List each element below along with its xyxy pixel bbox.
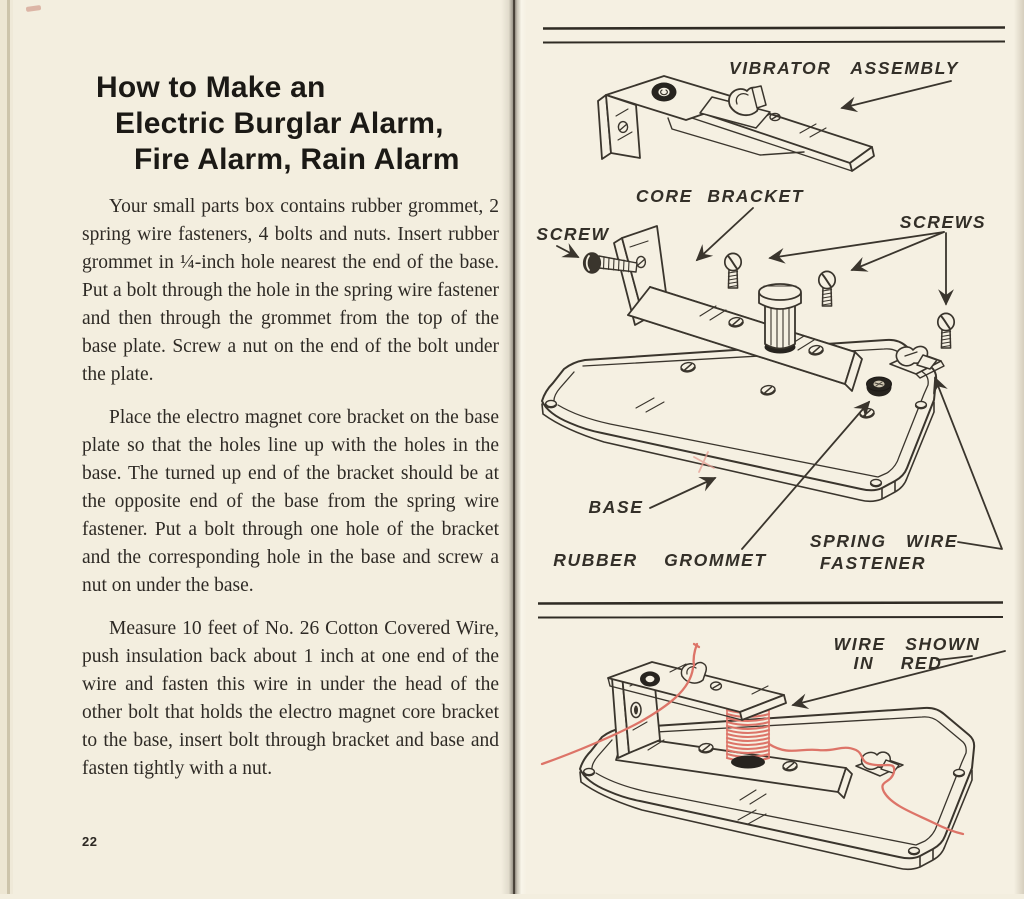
- title-line-2: Electric Burglar Alarm,: [115, 107, 444, 140]
- arrow-base: [650, 478, 715, 508]
- middle-double-rule: [538, 603, 1003, 618]
- label-rubber-grommet: RUBBER GROMMET: [553, 550, 767, 570]
- label-fastener: FASTENER: [819, 553, 927, 573]
- label-screw: SCREW: [536, 224, 610, 244]
- diagram-page: [520, 0, 1024, 894]
- title-line-1: How to Make an: [96, 71, 326, 104]
- rubber-grommet: [867, 377, 892, 397]
- book-spine-line: [513, 0, 515, 894]
- label-screws: SCREWS: [899, 212, 987, 232]
- page-number: 22: [82, 834, 98, 849]
- figure-vibrator-assembly: [598, 76, 951, 171]
- page-edge-deckle: [0, 0, 20, 894]
- paragraph-2: Place the electro magnet core bracket on the base plate so that the holes line up with the holes in the base. The turned up end of the bracket should be at the opposite end of the base from the spring wire fastener. Put a bolt through one hole of the bracket and the corresponding hole in the base and screw a nut on under the base.: [82, 407, 499, 596]
- arrow-screw: [557, 246, 578, 257]
- right-page-edge-shadow: [1014, 0, 1024, 894]
- arrow-screws-2: [852, 232, 944, 270]
- title-line-3: Fire Alarm, Rain Alarm: [134, 143, 460, 176]
- label-spring-wire: SPRING WIRE: [809, 531, 959, 551]
- top-double-rule: [543, 28, 1005, 43]
- base-plate: [542, 340, 936, 501]
- paragraph-1: Your small parts box contains rubber grommet, 2 spring wire fasteners, 4 bolts and nuts. Insert rubber grommet in ¼-inch hole nearest the end of the base. Put a bolt through the hole in the spring wire fastener and then through the grommet from the top of the base plate. Screw a nut on the end of the bolt under the plate.: [82, 196, 499, 385]
- arrow-core-bracket: [697, 208, 753, 260]
- left-page: [20, 0, 502, 894]
- screw-vertical-1: [725, 253, 741, 288]
- label-wire-shown: WIRE SHOWN: [833, 634, 981, 654]
- arrow-screws-1: [770, 232, 944, 258]
- page-title: [96, 70, 516, 178]
- screw-vertical-2: [819, 271, 835, 306]
- figure-wired-assembly: [542, 644, 1005, 869]
- label-in-red: IN RED: [853, 653, 943, 673]
- label-base: BASE: [588, 497, 644, 517]
- body-text: [82, 193, 499, 798]
- label-vibrator-assembly: VIBRATOR ASSEMBLY: [728, 58, 960, 78]
- right-page: [520, 0, 1024, 894]
- arrow-spring-wire-fastener: [935, 378, 1002, 549]
- screw-vertical-3: [938, 313, 954, 348]
- paragraph-3: Measure 10 feet of No. 26 Cotton Covered Wire, push insulation back about 1 inch at one end of the wire and fasten this wire in under the head of the other bolt that holds the electro magnet core bracket to the base, insert bolt through bracket and base and fasten tightly with a nut.: [82, 618, 499, 779]
- label-core-bracket: CORE BRACKET: [635, 186, 805, 206]
- electromagnet-core: [759, 284, 801, 354]
